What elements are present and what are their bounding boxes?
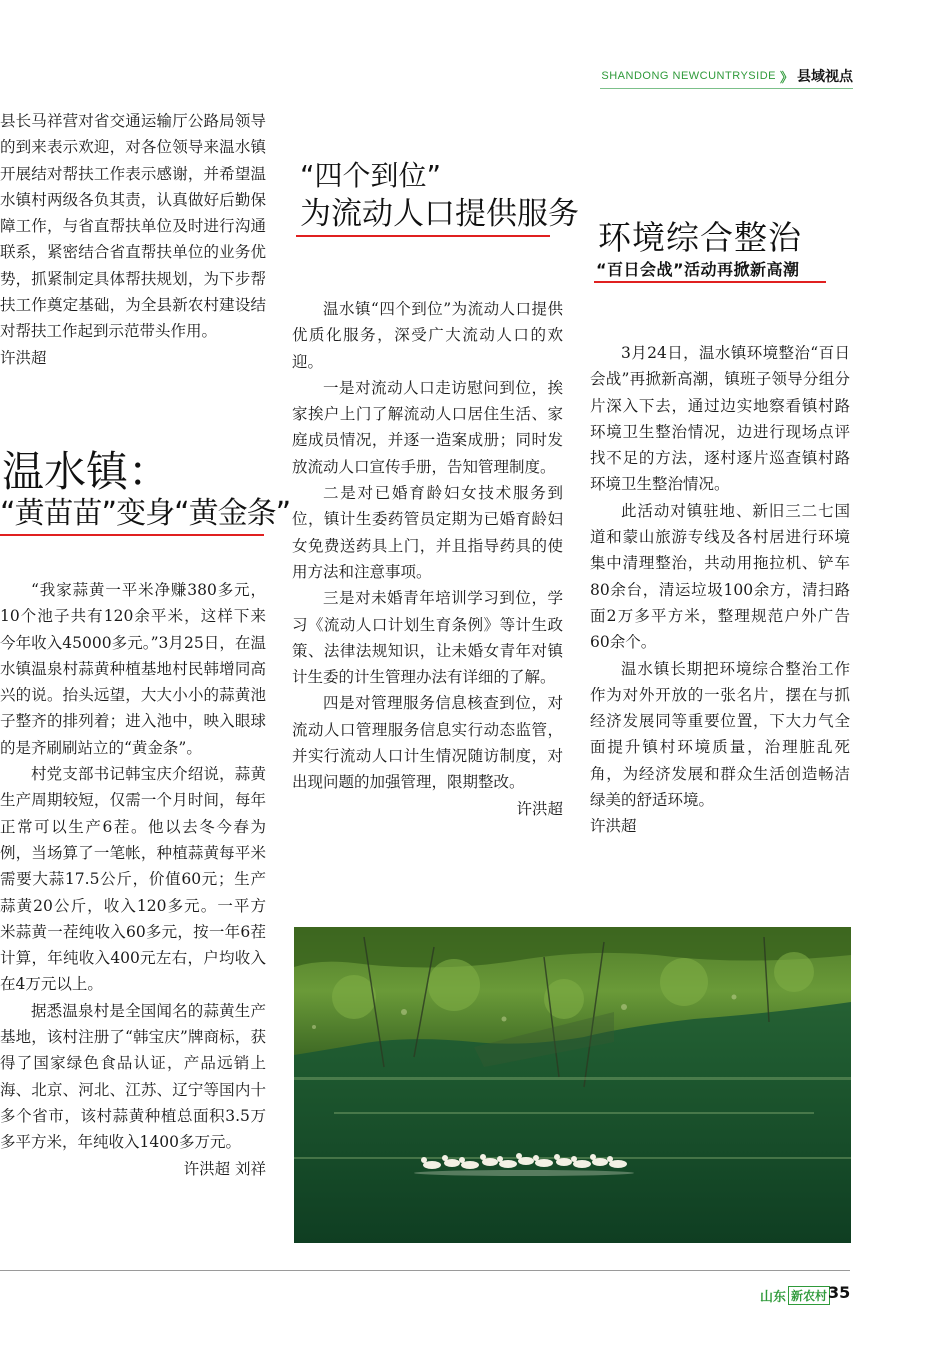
article-paragraph: 此活动对镇驻地、新旧三二七国道和蒙山旅游专线及各村居进行环境集中清理整治，共动用拖拉机、铲车80余台，清运垃圾100余方，清扫路面2万多平方米，整理规范户外广告60余个。 — [590, 501, 850, 652]
author-byline: 许洪超 刘祥 — [183, 1159, 266, 1178]
section-header — [601, 66, 853, 86]
double-chevron-icon: 》 — [779, 70, 793, 86]
article-paragraph: 三是对未婚青年培训学习到位，学习《流动人口计划生育条例》等计生政策、法律法规知识，让未婚女青年对镇计生委的计生管理办法有详细的了解。 — [292, 589, 563, 687]
article-paragraph: 温水镇长期把环境综合整治工作作为对外开放的一张名片，摆在与抓经济发展同等重要位置，下大力气全面提升镇村环境质量，治理脏乱死角，为经济发展和群众生活创造畅洁绿美的舒适环境。 — [590, 659, 850, 810]
author-byline: 许洪超 — [0, 348, 47, 367]
headline-underline — [296, 235, 550, 237]
page-number: 35 — [828, 1283, 851, 1302]
article-title: 环境综合整治 — [598, 218, 802, 257]
continued-article — [0, 108, 266, 371]
section-name-chinese: 县域视点 — [797, 69, 853, 85]
article-paragraph: 温水镇“四个到位”为流动人口提供优质化服务，深受广大流动人口的欢迎。 — [292, 300, 563, 371]
footer-divider — [0, 1270, 850, 1271]
article-body — [292, 296, 563, 822]
article-paragraph — [292, 690, 563, 818]
headline-underline — [594, 281, 826, 283]
article-title-line-2: 为流动人口提供服务 — [300, 196, 579, 232]
article-body — [0, 577, 266, 1182]
article-subtitle: “百日会战”活动再掀新高潮 — [596, 260, 800, 279]
logo-text: 山东 — [760, 1289, 787, 1305]
paragraph-text: 据悉温泉村是全国闻名的蒜黄生产基地，该村注册了“韩宝庆”牌商标，获得了国家绿色食品认证，产品远销上海、北京、河北、江苏、辽宁等国内十多个省市，该村蒜黄种植总面积3.5万多平方米，年纯收入1400多万元。 — [0, 1001, 266, 1152]
article-title-line-1: “四个到位” — [300, 159, 442, 192]
pond-ducks-photo — [294, 927, 851, 1243]
article-paragraph: 3月24日，温水镇环境整治“百日会战”再掀新高潮，镇班子领导分组分片深入下去，通过边实地察看镇村路环境卫生整治情况，边进行现场点评找不足的方法，逐村逐片巡查镇村路环境卫生整治情况。 — [590, 344, 850, 494]
author-byline: 许洪超 — [516, 799, 563, 818]
article-paragraph: 一是对流动人口走访慰问到位，挨家挨户上门了解流动人口居住生活、家庭成员情况，并逐一造案成册；同时发放流动人口宣传手册，告知管理制度。 — [292, 378, 563, 476]
article-title: 温水镇： — [2, 447, 171, 496]
article-paragraph: 村党支部书记韩宝庆介绍说，蒜黄生产周期较短，仅需一个月时间，每年正常可以生产6茬。他以去冬今春为例，当场算了一笔帐，种植蒜黄每平米需要大蒜17.5公斤，价值60元；生产蒜黄20公斤，收入120多元。一平方米蒜黄一茬纯收入60多元，按一年6茬计算，年纯收入400元左右，户均收入在4万元以上。 — [0, 765, 266, 994]
article-paragraph: “我家蒜黄一平米净赚380多元，10个池子共有120余平米，这样下来今年收入45000多元。”3月25日，在温水镇温泉村蒜黄种植基地村民韩增同高兴的说。抬头远望，大大小小的蒜黄池子整齐的排列着；进入池中，映入眼球的是齐刷刷站立的“黄金条”。 — [0, 581, 266, 757]
section-name-english: SHANDONG NEWCUNTRYSIDE — [601, 70, 776, 82]
paragraph-text: 四是对管理服务信息核查到位，对流动人口管理服务信息实行动态监管，并实行流动人口计生情况随访制度，对出现问题的加强管理，限期整改。 — [292, 694, 563, 792]
headline-underline — [0, 534, 264, 536]
article-body — [590, 340, 850, 840]
article-subtitle: “黄苗苗”变身“黄金条” — [0, 496, 291, 531]
magazine-logo — [760, 1285, 830, 1305]
author-byline: 许洪超 — [590, 817, 637, 836]
article-paragraph — [0, 998, 266, 1178]
header-divider — [600, 88, 853, 89]
article-paragraph: 县长马祥营对省交通运输厅公路局领导的到来表示欢迎，对各位领导来温水镇开展结对帮扶工作表示感谢，并希望温水镇村两级各负其责，认真做好后勤保障工作，与省直帮扶单位及时进行沟通联系，紧密结合省直帮扶单位的业务优势，抓紧制定具体帮扶规划，为下步帮扶工作奠定基础，为全县新农村建设结对帮扶工作起到示范带头作用。 — [0, 112, 266, 341]
article-paragraph: 二是对已婚育龄妇女技术服务到位，镇计生委药管员定期为已婚育龄妇女免费送药具上门，并且指导药具的使用方法和注意事项。 — [292, 484, 563, 581]
logo-box-text: 新农村 — [788, 1286, 830, 1305]
